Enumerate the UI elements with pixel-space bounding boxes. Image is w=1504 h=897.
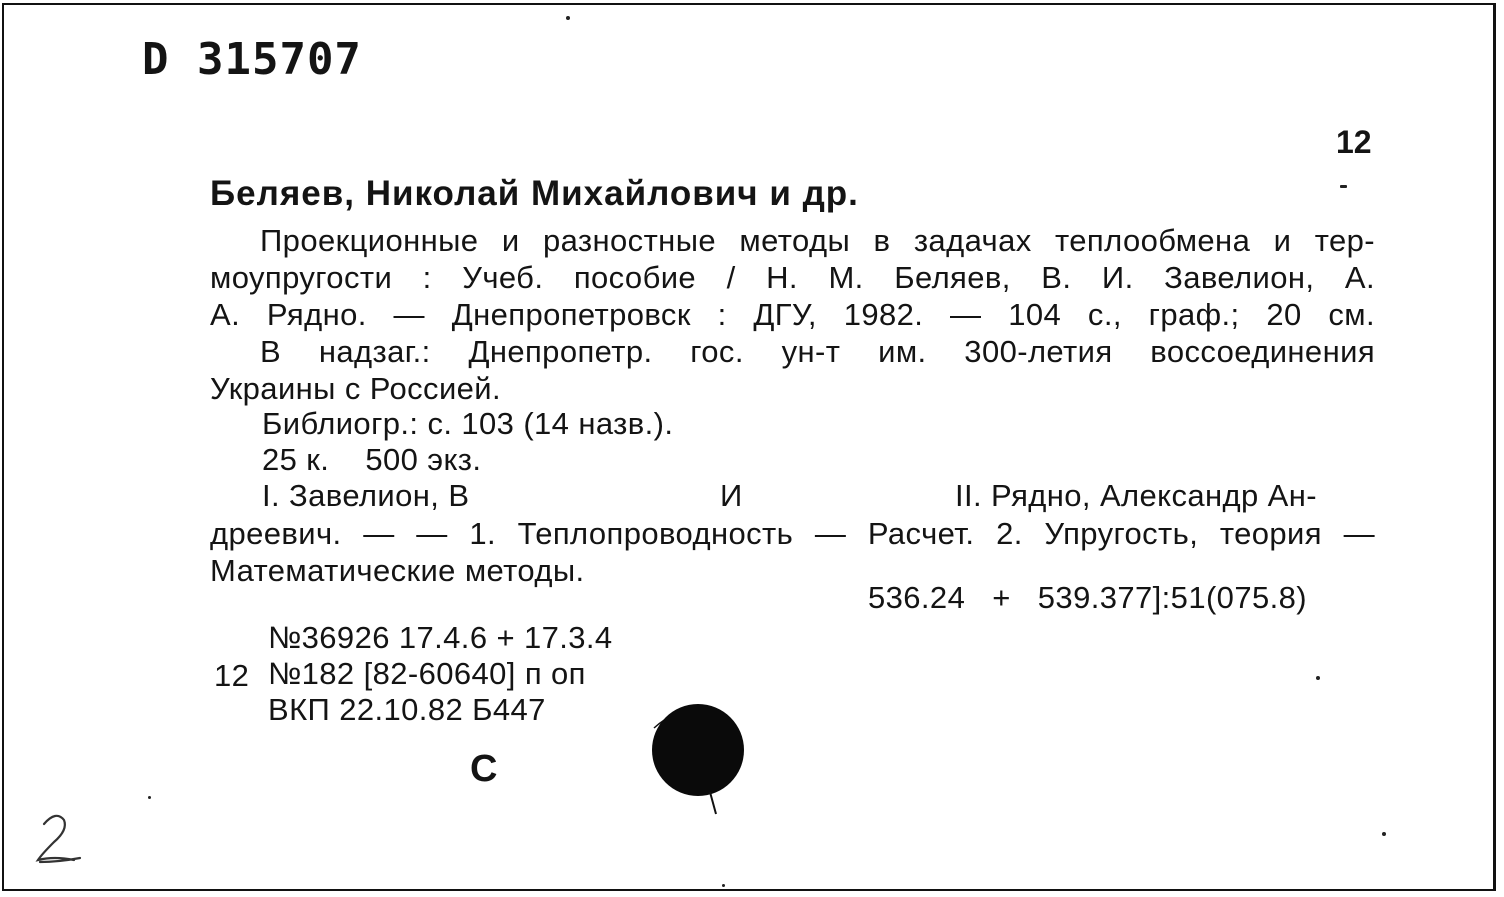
page-number: 12 xyxy=(1336,124,1372,160)
bibliography: Библиогр.: с. 103 (14 назв.). xyxy=(262,406,674,441)
code-line-3: ВКП 22.10.82 Б447 xyxy=(268,692,546,727)
speck xyxy=(1382,832,1386,836)
stamp-code: D 315707 xyxy=(142,34,362,85)
description-block xyxy=(210,222,1375,407)
speck xyxy=(148,796,151,799)
handwritten-number xyxy=(30,810,88,868)
classification-index: 536.24 + 539.377]:51(075.8) xyxy=(868,580,1307,615)
punch-hole-icon xyxy=(640,700,755,815)
code-line-2-prefix: 12 xyxy=(214,658,250,693)
note-line: Украины с Россией. xyxy=(210,371,502,406)
author-heading: Беляев, Николай Михайлович и др. xyxy=(210,174,859,213)
speck xyxy=(1340,185,1347,188)
price-copies: 25 к. 500 экз. xyxy=(262,442,482,477)
tracing-line: Математические методы. xyxy=(210,553,585,588)
speck xyxy=(1316,676,1320,680)
code-line-2: №182 [82-60640] п оп xyxy=(268,656,586,691)
code-line-1: №36926 17.4.6 + 17.3.4 xyxy=(268,620,613,655)
tracing-block xyxy=(210,515,1375,589)
mark-letter: С xyxy=(470,748,498,790)
speck xyxy=(722,884,725,887)
tracing-part-3: II. Рядно, Александр Ан- xyxy=(955,478,1317,513)
speck xyxy=(566,16,570,20)
description-line: Проекционные и разностные методы в задачах теплообмена и тер- xyxy=(260,223,1375,258)
tracing-part-1: I. Завелион, В xyxy=(262,478,470,513)
tracing-part-2: И xyxy=(720,478,743,513)
description-line: моупругости : Учеб. пособие / Н. М. Беляев, В. И. Завелион, А. xyxy=(210,260,1375,295)
tracing-line: дреевич. — — 1. Теплопроводность — Расчет. 2. Упругость, теория — xyxy=(210,516,1375,551)
description-line: А. Рядно. — Днепропетровск : ДГУ, 1982. — 104 с., граф.; 20 см. xyxy=(210,297,1375,332)
note-line: В надзаг.: Днепропетр. гос. ун-т им. 300-летия воссоединения xyxy=(260,334,1375,369)
